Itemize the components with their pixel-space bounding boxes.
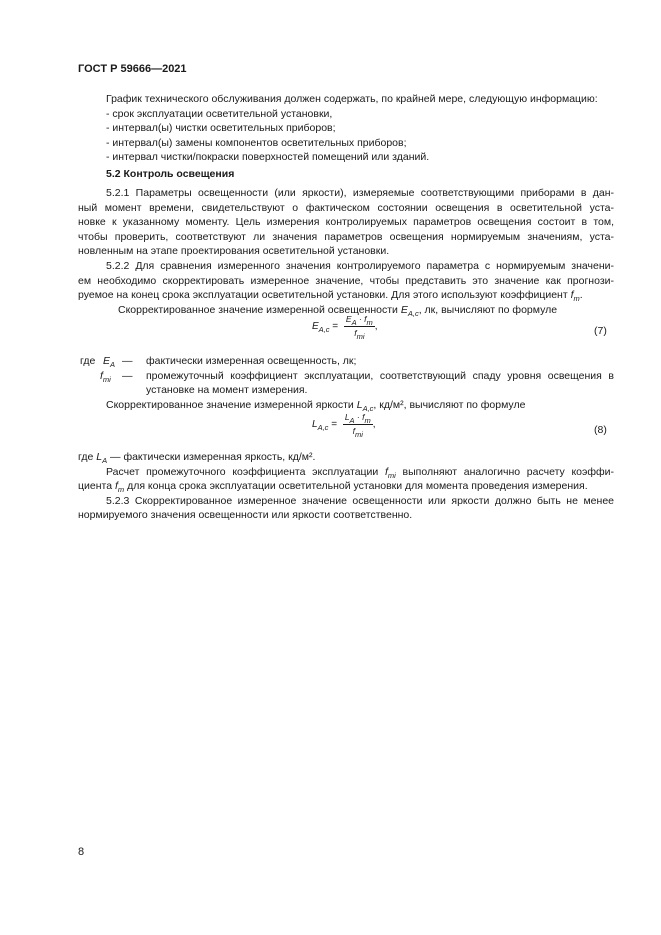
text-line: нормируемого значения освещенности или яркости соответственно. (78, 509, 413, 522)
intro-paragraph: График технического обслуживания должен содержать, по крайней мере, следующую информацию: (106, 93, 598, 105)
text-line: ный момент времени, свидетельствуют о фактическом состоянии освещения в осветительной уста- (78, 201, 614, 214)
definition-ea: где $E_A$ — фактически измеренная освещенность, лк; (80, 355, 357, 369)
text-line: руемое на конец срока эксплуатации осветительной установки. Для этого используют коэффициент $f_m$. (78, 289, 583, 304)
intro-section (78, 92, 614, 165)
text-line: чтобы проверить, соответствуют ли значения параметров освещения нормируемым значениям, уста- (78, 230, 614, 243)
list-item: - интервал(ы) чистки осветительных приборов; (106, 122, 336, 135)
formula-7: $E_{A,c}$ = $\frac{E_A \cdot f_m}{f_{mi}}$ , (312, 314, 378, 341)
equation-number-8: (8) (594, 424, 607, 436)
text-line: циента $f_m$ для конца срока эксплуатации осветительной установки для момента проведения измерения. (78, 480, 588, 495)
definition-fmi: $f_{mi}$ — промежуточный коэффициент эксплуатации, соответствующий спаду уровня освещения в (100, 369, 614, 384)
list-item: - интервал чистки/покраски поверхностей помещений или зданий. (106, 151, 430, 164)
page-number: 8 (78, 846, 85, 858)
definition-la: где $L_A$ — фактически измеренная яркость, кд/м². (78, 451, 316, 465)
text-line: 5.2.3 Скорректированное измеренное значение освещенности или яркости должно быть не менее (106, 494, 614, 507)
text-line: ем необходимо скорректировать измеренное значение, чтобы представить это значение как прогнози- (78, 274, 614, 287)
text-line: новленным на этапе проектирования осветительной установки. (78, 245, 390, 258)
section-title: 5.2 Контроль освещения (106, 168, 235, 180)
text-line: новке к указанному моменту. Цель измерения контролируемых параметров освещения состоит в том, (78, 216, 614, 229)
formula-7-fraction: $\frac{E_A \cdot f_m}{f_{mi}}$ (345, 314, 373, 341)
definitions (78, 354, 614, 398)
formula-8-fraction: $\frac{L_A \cdot f_m}{f_{mi}}$ (344, 412, 371, 439)
text-line: Скорректированное значение измеренной освещенности $E_{A,c}$, лк, вычисляют по формуле (118, 303, 558, 318)
list-item: - срок эксплуатации осветительной установки, (106, 107, 333, 120)
definition-fmi-cont: установке на момент измерения. (146, 384, 308, 397)
text-line: Расчет промежуточного коэффициента эксплуатации $f_{mi}$ выполняют аналогично расчету коэффи- (106, 465, 614, 480)
text-line: 5.2.1 Параметры освещенности (или яркости), измеряемые соответствующими приборами в дан- (106, 187, 614, 199)
equation-number-7: (7) (594, 325, 607, 337)
list-item: - интервал(ы) замены компонентов осветительных приборов; (106, 136, 407, 149)
paragraph-5-2-1 (78, 186, 614, 259)
formula-8: $L_{A,c}$ = $\frac{L_A \cdot f_m}{f_{mi}}$ , (312, 412, 376, 439)
document-header: ГОСТ Р 59666—2021 (78, 63, 187, 75)
paragraph-5-2-2 (78, 259, 614, 317)
closing-section (78, 450, 614, 523)
luminance-intro: Скорректированное значение измеренной яркости $L_{A,c}$, кд/м², вычисляют по формуле (106, 399, 526, 413)
text-line: 5.2.2 Для сравнения измеренного значения контролируемого параметра с нормируемым значени- (106, 260, 614, 272)
